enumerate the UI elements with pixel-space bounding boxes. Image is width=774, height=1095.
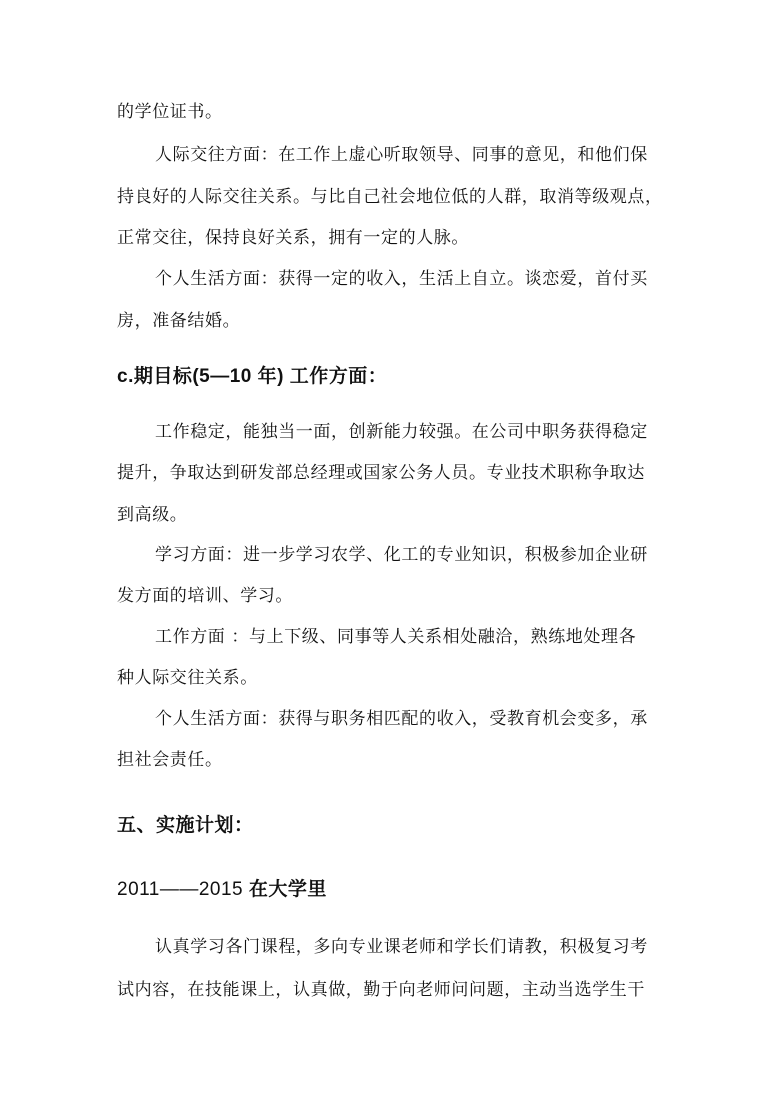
paragraph-line: 担社会责任。 [117,750,223,770]
paragraph-line: 人际交往方面：在工作上虚心听取领导、同事的意见，和他们保 [155,145,648,165]
paragraph-line: 工作稳定，能独当一面，创新能力较强。在公司中职务获得稳定 [155,422,648,442]
paragraph-line: 试内容，在技能课上，认真做，勤于向老师问问题，主动当选学生干 [117,980,645,1000]
paragraph-line: 学习方面：进一步学习农学、化工的专业知识，积极参加企业研 [155,545,648,565]
period-label: 在大学里 [248,879,327,900]
period-years: 2011——2015 [117,879,249,900]
paragraph-line: 种人际交往关系。 [117,668,258,688]
paragraph-line: 发方面的培训、学习。 [117,586,293,606]
paragraph-line: 正常交往，保持良好关系，拥有一定的人脉。 [117,228,469,248]
paragraph-line: 的学位证书。 [117,102,223,122]
paragraph-line: 房，准备结婚。 [117,311,241,331]
period-heading [117,878,327,902]
section-heading: 五、实施计划： [117,815,254,836]
paragraph-line: 工作方面 ：与上下级、同事等人关系相处融洽，熟练地处理各 [155,627,637,647]
paragraph-line: 提升，争取达到研发部总经理或国家公务人员。专业技术职称争取达 [117,463,645,483]
paragraph-line: 认真学习各门课程，多向专业课老师和学长们请教，积极复习考 [155,937,648,957]
section-heading: c.期目标(5—10 年) 工作方面： [117,366,388,387]
paragraph-line: 个人生活方面：获得与职务相匹配的收入，受教育机会变多，承 [155,709,648,729]
paragraph-line: 到高级。 [117,505,188,525]
paragraph-line: 个人生活方面：获得一定的收入，生活上自立。谈恋爱，首付买 [155,269,648,289]
paragraph-line: 持良好的人际交往关系。与比自己社会地位低的人群，取消等级观点， [117,187,663,207]
